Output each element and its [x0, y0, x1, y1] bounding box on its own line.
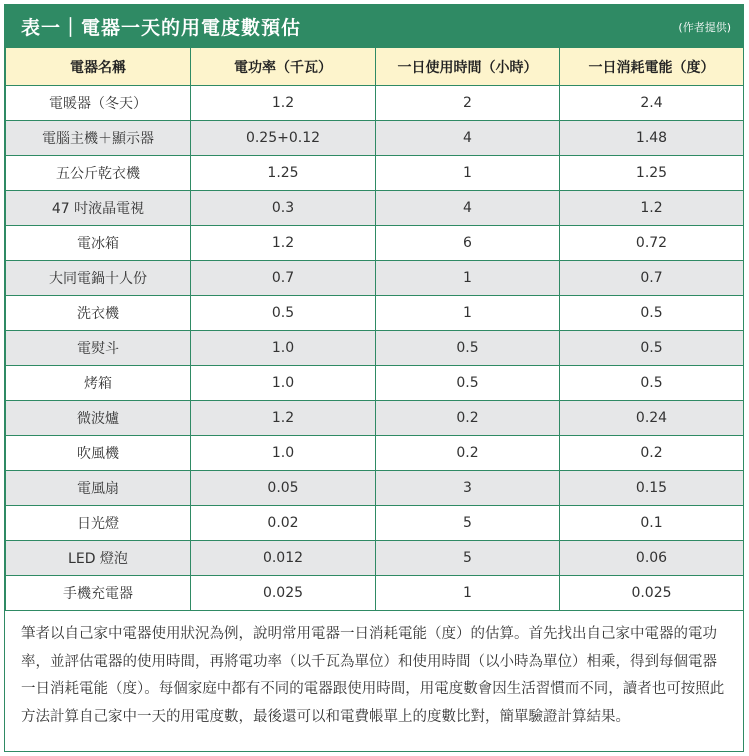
table-row — [6, 401, 744, 436]
table-body — [6, 86, 744, 611]
cell-energy: 1.2 — [560, 191, 744, 226]
cell-hours: 6 — [376, 226, 560, 261]
column-header-hours: 一日使用時間（小時） — [376, 48, 560, 86]
cell-power: 0.7 — [191, 261, 376, 296]
cell-power: 0.3 — [191, 191, 376, 226]
table-row — [6, 436, 744, 471]
table-header-row — [6, 48, 744, 86]
cell-power: 1.0 — [191, 366, 376, 401]
cell-appliance: 電暖器（冬天） — [6, 86, 191, 121]
cell-power: 1.25 — [191, 156, 376, 191]
explanation-paragraph: 筆者以自己家中電器使用狀況為例，說明常用電器一日消耗電能（度）的估算。首先找出自己家中電器的電功率，並評估電器的使用時間，再將電功率（以千瓦為單位）和使用時間（以小時為單位）相乘，得到每個電器一日消耗電能（度）。每個家庭中都有不同的電器跟使用時間，用電度數會因生活習慣而不同，讀者也可按照此方法計算自己家中一天的用電度數，最後還可以和電費帳單上的度數比對，簡單驗證計算結果。 — [5, 610, 743, 731]
cell-hours: 2 — [376, 86, 560, 121]
table-row — [6, 121, 744, 156]
table-row — [6, 261, 744, 296]
title-bar — [5, 5, 743, 47]
column-header-appliance: 電器名稱 — [6, 48, 191, 86]
cell-energy: 0.1 — [560, 506, 744, 541]
cell-power: 1.0 — [191, 331, 376, 366]
cell-energy: 2.4 — [560, 86, 744, 121]
table-row — [6, 86, 744, 121]
column-header-energy: 一日消耗電能（度） — [560, 48, 744, 86]
cell-power: 0.025 — [191, 576, 376, 611]
power-usage-table — [5, 47, 744, 611]
cell-energy: 0.025 — [560, 576, 744, 611]
cell-power: 1.2 — [191, 401, 376, 436]
cell-hours: 0.5 — [376, 331, 560, 366]
table-row — [6, 331, 744, 366]
cell-appliance: 微波爐 — [6, 401, 191, 436]
cell-energy: 1.48 — [560, 121, 744, 156]
cell-hours: 1 — [376, 296, 560, 331]
table-row — [6, 366, 744, 401]
cell-appliance: 日光燈 — [6, 506, 191, 541]
cell-appliance: 電熨斗 — [6, 331, 191, 366]
cell-hours: 1 — [376, 576, 560, 611]
cell-energy: 0.2 — [560, 436, 744, 471]
cell-power: 0.5 — [191, 296, 376, 331]
cell-energy: 0.7 — [560, 261, 744, 296]
table-row — [6, 156, 744, 191]
cell-energy: 0.72 — [560, 226, 744, 261]
cell-power: 0.25+0.12 — [191, 121, 376, 156]
credit-note: (作者提供) — [678, 21, 731, 34]
cell-energy: 0.06 — [560, 541, 744, 576]
cell-hours: 1 — [376, 156, 560, 191]
cell-energy: 0.24 — [560, 401, 744, 436]
cell-hours: 1 — [376, 261, 560, 296]
cell-hours: 0.2 — [376, 401, 560, 436]
cell-hours: 5 — [376, 506, 560, 541]
table-row — [6, 471, 744, 506]
table-row — [6, 576, 744, 611]
cell-hours: 4 — [376, 121, 560, 156]
cell-appliance: LED 燈泡 — [6, 541, 191, 576]
cell-appliance: 47 吋液晶電視 — [6, 191, 191, 226]
cell-hours: 3 — [376, 471, 560, 506]
cell-hours: 0.2 — [376, 436, 560, 471]
cell-hours: 0.5 — [376, 366, 560, 401]
cell-appliance: 烤箱 — [6, 366, 191, 401]
cell-energy: 0.5 — [560, 296, 744, 331]
cell-appliance: 吹風機 — [6, 436, 191, 471]
cell-appliance: 電腦主機＋顯示器 — [6, 121, 191, 156]
cell-hours: 5 — [376, 541, 560, 576]
cell-power: 0.05 — [191, 471, 376, 506]
cell-appliance: 手機充電器 — [6, 576, 191, 611]
cell-hours: 4 — [376, 191, 560, 226]
table-panel — [4, 4, 744, 752]
cell-appliance: 大同電鍋十人份 — [6, 261, 191, 296]
table-row — [6, 541, 744, 576]
table-row — [6, 296, 744, 331]
cell-power: 1.2 — [191, 226, 376, 261]
table-row — [6, 191, 744, 226]
cell-power: 0.02 — [191, 506, 376, 541]
cell-power: 1.0 — [191, 436, 376, 471]
column-header-power: 電功率（千瓦） — [191, 48, 376, 86]
cell-appliance: 電風扇 — [6, 471, 191, 506]
cell-appliance: 五公斤乾衣機 — [6, 156, 191, 191]
cell-energy: 0.15 — [560, 471, 744, 506]
cell-power: 1.2 — [191, 86, 376, 121]
table-title: 表一｜電器一天的用電度數預估 — [21, 17, 302, 39]
table-row — [6, 226, 744, 261]
cell-energy: 0.5 — [560, 331, 744, 366]
table-row — [6, 506, 744, 541]
cell-energy: 0.5 — [560, 366, 744, 401]
cell-energy: 1.25 — [560, 156, 744, 191]
cell-appliance: 電冰箱 — [6, 226, 191, 261]
cell-appliance: 洗衣機 — [6, 296, 191, 331]
cell-power: 0.012 — [191, 541, 376, 576]
